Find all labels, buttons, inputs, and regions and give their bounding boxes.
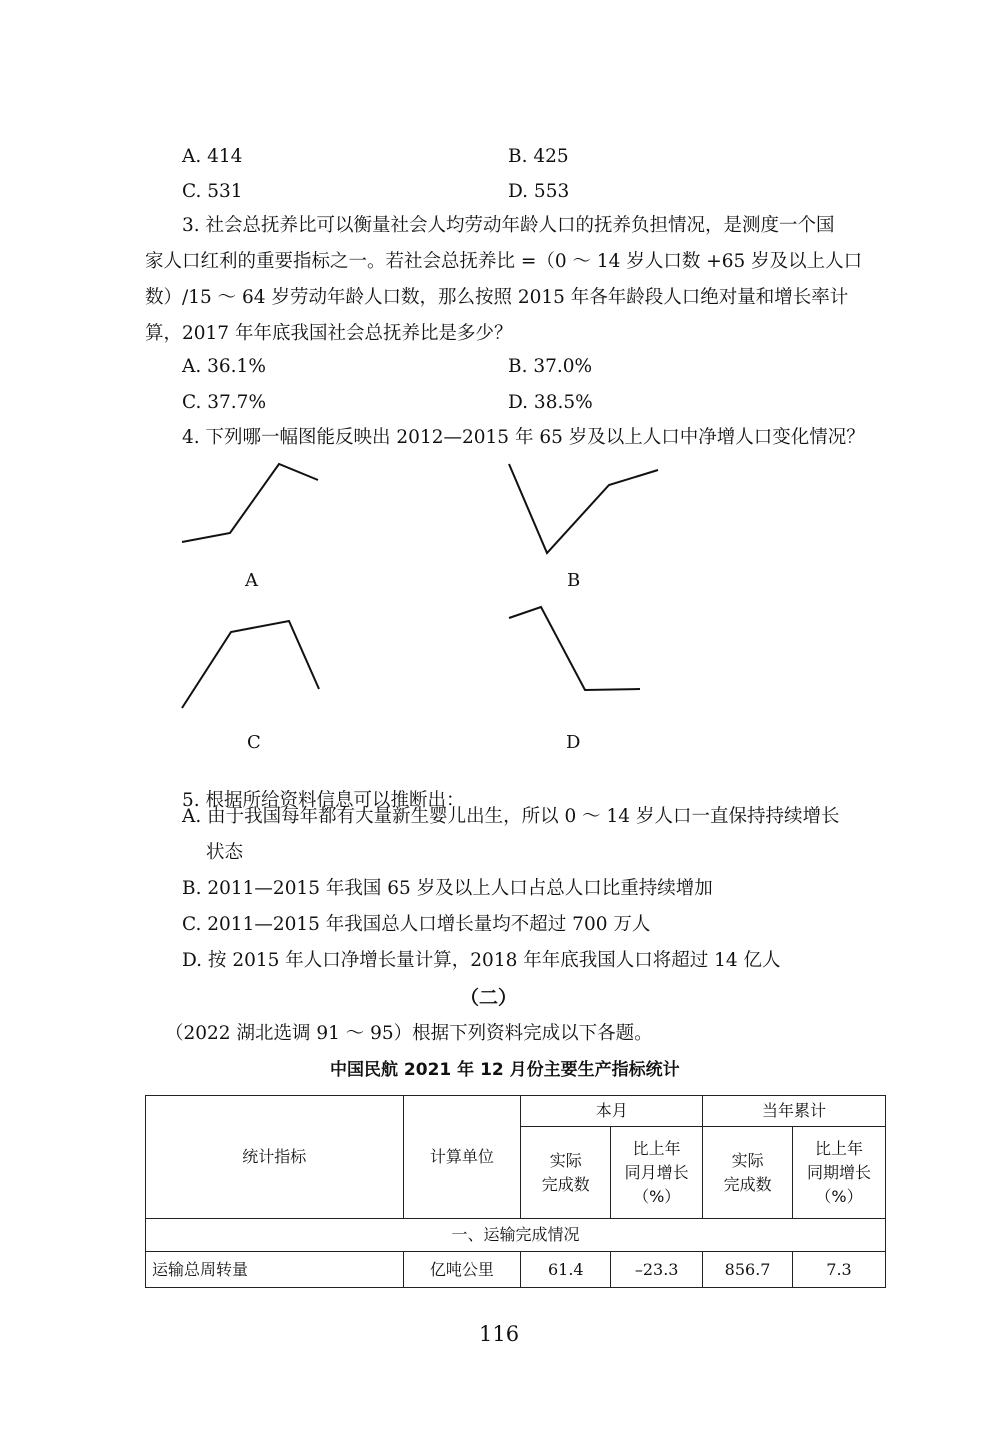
header-indicator: 统计指标 [146, 1096, 404, 1219]
q2-option-c: C. 531 [182, 181, 243, 202]
figure-c-label: C [247, 732, 261, 753]
q3-option-a: A. 36.1% [182, 356, 266, 377]
statistics-table [145, 1095, 886, 1288]
figure-d-line-graph [505, 600, 650, 700]
cell-indicator: 运输总周转量 [146, 1252, 404, 1288]
q4-figure-d[interactable] [505, 600, 650, 753]
q5-option-c: C. 2011—2015 年我国总人口增长量均不超过 700 万人 [182, 914, 651, 935]
q2-option-d: D. 553 [508, 181, 570, 202]
q4-figure-a[interactable] [178, 458, 323, 598]
table-row [146, 1252, 886, 1288]
page-number: 116 [479, 1322, 520, 1346]
q4-figure-c[interactable] [178, 612, 323, 752]
cell-actual: 61.4 [521, 1252, 611, 1288]
q5-option-d: D. 按 2015 年人口净增长量计算，2018 年年底我国人口将超过 14 亿人 [182, 950, 781, 971]
q2-option-b: B. 425 [508, 146, 569, 167]
section-intro: （2022 湖北选调 91 ～ 95）根据下列资料完成以下各题。 [165, 1023, 653, 1044]
q5-option-b: B. 2011—2015 年我国 65 岁及以上人口占总人口比重持续增加 [182, 878, 713, 899]
cell-unit: 亿吨公里 [403, 1252, 521, 1288]
header-ytd-yoy: 比上年 同期增长 （%） [793, 1127, 886, 1219]
section-heading: （二） [460, 987, 518, 1009]
cell-yoy: –23.3 [611, 1252, 703, 1288]
q4-text: 4. 下列哪一幅图能反映出 2012—2015 年 65 岁及以上人口中净增人口变化情况？ [182, 427, 865, 448]
q3-option-d: D. 38.5% [508, 392, 593, 413]
q5-option-a-line-2: 状态 [206, 842, 244, 863]
figure-a-line-graph [178, 458, 323, 558]
q3-option-c: C. 37.7% [182, 392, 267, 413]
header-actual: 实际 完成数 [521, 1127, 611, 1219]
q5-text: 5. 根据所给资料信息可以推断出： [182, 790, 465, 811]
figure-d-label: D [566, 732, 581, 753]
q3-option-b: B. 37.0% [508, 356, 593, 377]
q3-line-1: 3. 社会总抚养比可以衡量社会人均劳动年龄人口的抚养负担情况，是测度一个国 [182, 215, 835, 236]
header-ytd-actual: 实际 完成数 [703, 1127, 793, 1219]
q3-line-4: 算，2017 年年底我国社会总抚养比是多少？ [145, 323, 513, 344]
cell-ytd-yoy: 7.3 [793, 1252, 886, 1288]
table-title: 中国民航 2021 年 12 月份主要生产指标统计 [330, 1060, 680, 1080]
header-unit: 计算单位 [403, 1096, 521, 1219]
header-yoy-month: 比上年 同月增长 （%） [611, 1127, 703, 1219]
q3-line-3: 数）/15 ～ 64 岁劳动年龄人口数，那么按照 2015 年各年龄段人口绝对量和增长率计 [145, 287, 849, 308]
figure-b-line-graph [505, 458, 665, 558]
q2-option-a: A. 414 [182, 146, 243, 167]
header-this-month: 本月 [521, 1096, 703, 1127]
q5-option-a-line-1: A. 由于我国每年都有大量新生婴儿出生，所以 0 ～ 14 岁人口一直保持持续增长 [182, 806, 840, 827]
header-year-to-date: 当年累计 [703, 1096, 886, 1127]
figure-b-label: B [567, 570, 581, 591]
table-section-row: 一、运输完成情况 [146, 1219, 886, 1252]
q3-line-2: 家人口红利的重要指标之一。若社会总抚养比 =（0 ～ 14 岁人口数 +65 岁及以上人口 [145, 251, 863, 272]
figure-a-label: A [245, 570, 258, 591]
cell-ytd-actual: 856.7 [703, 1252, 793, 1288]
q4-figure-b[interactable] [505, 458, 665, 598]
figure-c-line-graph [178, 612, 323, 712]
